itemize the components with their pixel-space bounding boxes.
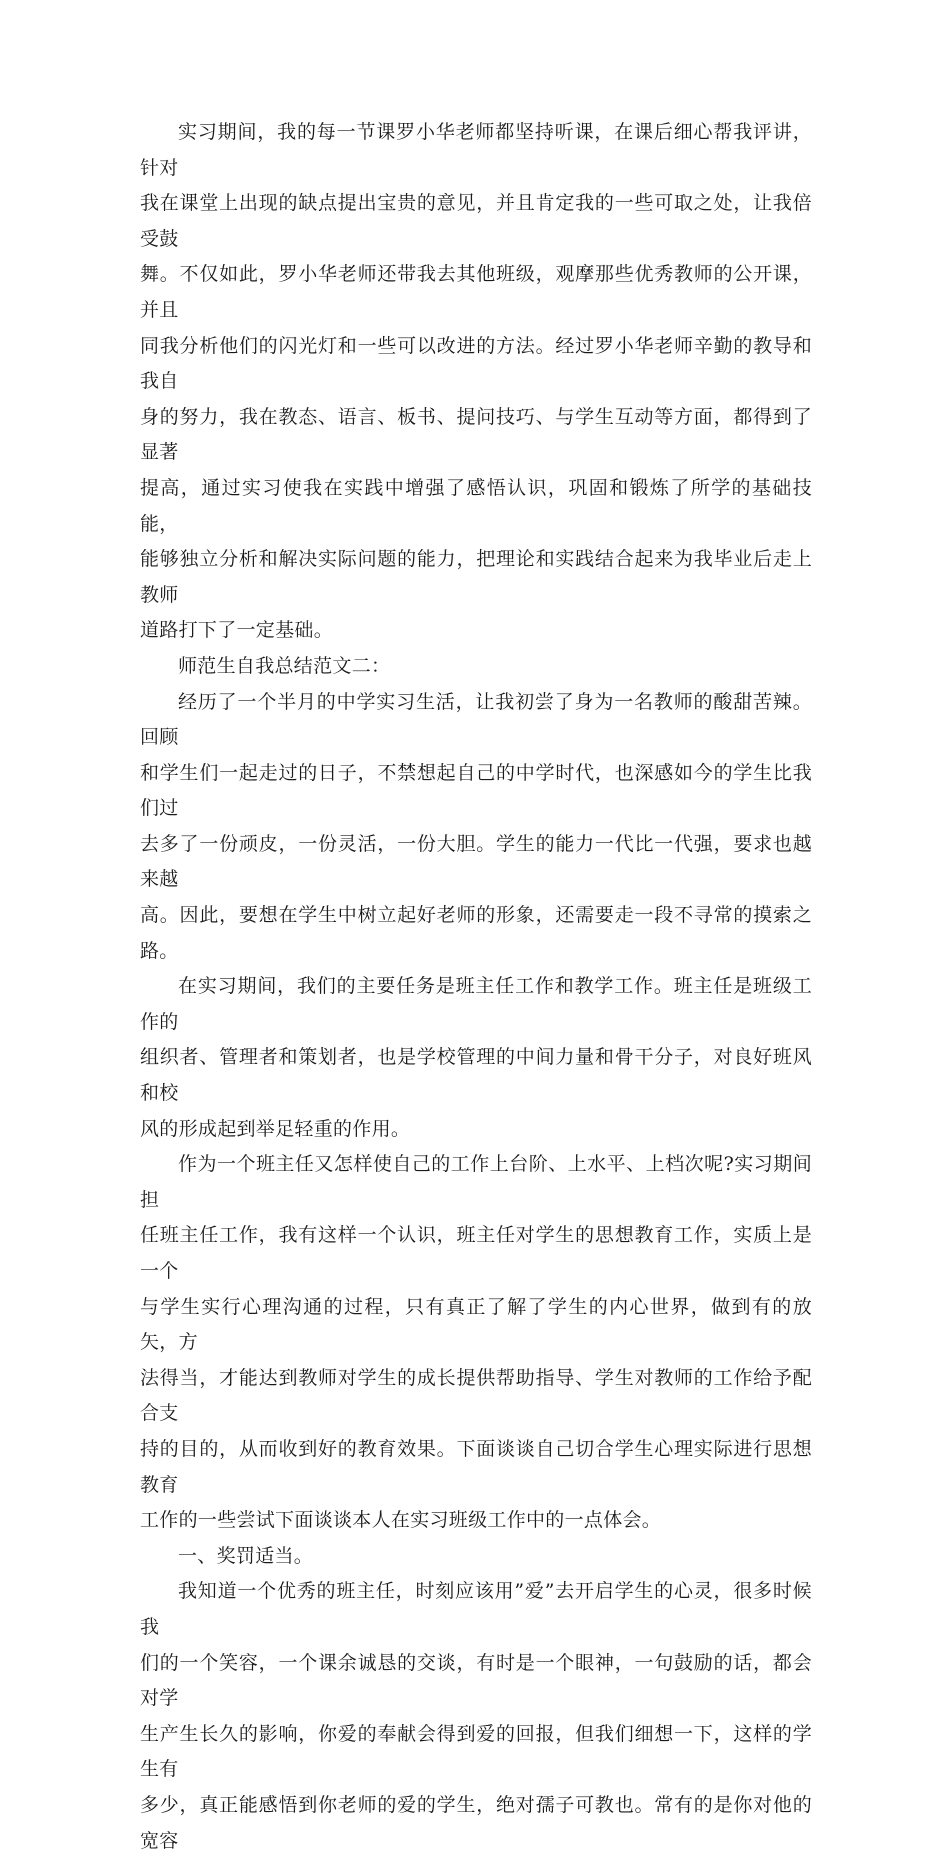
section-heading: 师范生自我总结范文二： (178, 654, 391, 677)
text-line: 作为一个班主任又怎样使自己的工作上台阶、上水平、上档次呢?实习期间担 (140, 1153, 812, 1211)
text-line: 身的努力，我在教态、语言、板书、提问技巧、与学生互动等方面，都得到了显著 (140, 405, 812, 464)
text-line: 组织者、管理者和策划者，也是学校管理的中间力量和骨干分子，对良好班风和校 (140, 1046, 812, 1105)
text-line: 工作的一些尝试下面谈谈本人在实习班级工作中的一点体会。 (140, 1509, 662, 1532)
paragraph-2 (140, 685, 812, 970)
text-line: 我在课堂上出现的缺点提出宝贵的意见，并且肯定我的一些可取之处，让我倍受鼓 (140, 192, 812, 250)
text-line: 在实习期间，我们的主要任务是班主任工作和教学工作。班主任是班级工作的 (140, 975, 812, 1033)
text-line: 与学生实行心理沟通的过程，只有真正了解了学生的内心世界，做到有的放矢，方 (140, 1295, 812, 1354)
text-line: 经历了一个半月的中学实习生活，让我初尝了身为一名教师的酸甜苦辣。回顾 (140, 690, 812, 749)
text-line: 法得当，才能达到教师对学生的成长提供帮助指导、学生对教师的工作给予配合支 (140, 1366, 812, 1425)
text-line: 持的目的，从而收到好的教育效果。下面谈谈自己切合学生心理实际进行思想教育 (140, 1437, 812, 1496)
paragraph-5 (140, 1574, 812, 1859)
text-line: 道路打下了一定基础。 (140, 619, 334, 642)
document-body (140, 115, 812, 1859)
text-line: 们的一个笑容，一个课余诚恳的交谈，有时是一个眼神，一句鼓励的话，都会对学 (140, 1651, 812, 1710)
text-line: 能够独立分析和解决实际问题的能力，把理论和实践结合起来为我毕业后走上教师 (140, 548, 812, 606)
text-line: 提高，通过实习使我在实践中增强了感悟认识，巩固和锻炼了所学的基础技能， (140, 476, 812, 535)
text-line: 我知道一个优秀的班主任，时刻应该用”爱”去开启学生的心灵，很多时候我 (140, 1580, 812, 1638)
text-line: 和学生们一起走过的日子，不禁想起自己的中学时代，也深感如今的学生比我们过 (140, 761, 812, 820)
text-line: 生产生长久的影响，你爱的奉献会得到爱的回报，但我们细想一下，这样的学生有 (140, 1722, 812, 1781)
text-line: 同我分析他们的闪光灯和一些可以改进的方法。经过罗小华老师辛勤的教导和我自 (140, 334, 812, 393)
text-line: 去多了一份顽皮，一份灵活，一份大胆。学生的能力一代比一代强，要求也越来越 (140, 832, 812, 891)
text-line: 风的形成起到举足轻重的作用。 (140, 1117, 411, 1140)
text-line: 高。因此，要想在学生中树立起好老师的形象，还需要走一段不寻常的摸索之路。 (140, 904, 812, 962)
text-line: 实习期间，我的每一节课罗小华老师都坚持听课，在课后细心帮我评讲，针对 (140, 121, 812, 179)
paragraph-3 (140, 969, 812, 1147)
text-line: 多少，真正能感悟到你老师的爱的学生，绝对孺子可教也。常有的是你对他的宽容 (140, 1793, 812, 1852)
text-line: 舞。不仅如此，罗小华老师还带我去其他班级，观摩那些优秀教师的公开课，并且 (140, 263, 812, 321)
paragraph-4 (140, 1147, 812, 1539)
subsection-heading: 一、奖罚适当。 (178, 1544, 314, 1567)
text-line: 任班主任工作，我有这样一个认识，班主任对学生的思想教育工作，实质上是一个 (140, 1224, 812, 1282)
paragraph-1 (140, 115, 812, 649)
